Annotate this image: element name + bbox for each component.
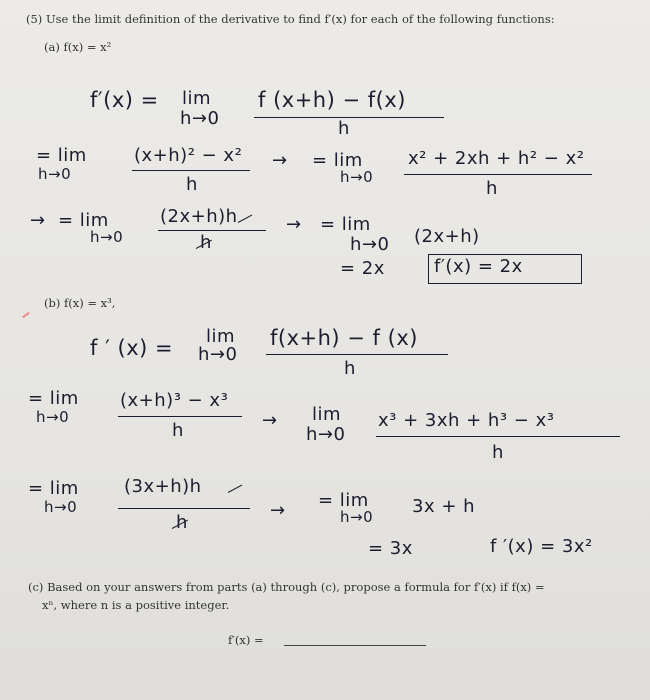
arrow-icon: → <box>30 210 46 231</box>
part-b-line3-fraction-bar <box>118 508 250 509</box>
part-b-fprime-lhs: f ′ (x) = <box>90 336 174 360</box>
part-b-def-denominator: h <box>344 358 356 379</box>
part-a-lim: lim <box>182 88 212 109</box>
part-a-line3-lim-sub: h→0 <box>90 228 124 246</box>
part-b-line3-denominator: h <box>176 512 188 533</box>
part-a-line2-numerator: (x+h)² − x² <box>134 145 243 166</box>
part-a-line2b-fraction-bar <box>404 174 592 175</box>
part-b-line2-numerator: (x+h)³ − x³ <box>120 390 229 411</box>
part-b-lim-sub: h→0 <box>198 344 238 365</box>
part-b-line2b-fraction-bar <box>376 436 620 437</box>
part-a-label: (a) f(x) = x² <box>44 40 112 54</box>
part-b-label: (b) f(x) = x³, <box>44 296 116 310</box>
part-b-result: = 3x <box>368 538 413 559</box>
part-b-line3b-lim: = lim <box>318 490 369 511</box>
problem-statement: (5) Use the limit definition of the derivative to find f′(x) for each of the following functions: <box>26 12 555 26</box>
arrow-icon: → <box>286 214 302 235</box>
part-b-def-fraction-bar <box>266 354 448 355</box>
part-b-line2-lim-sub: h→0 <box>36 408 70 426</box>
part-a-line2-denominator: h <box>186 174 198 195</box>
part-b-line2b-lim: lim <box>312 404 342 425</box>
part-b-line3-lim-sub: h→0 <box>44 498 78 516</box>
part-a-line2b-lim-sub: h→0 <box>340 168 374 186</box>
part-a-lim-sub: h→0 <box>180 108 220 129</box>
stray-mark <box>22 312 30 318</box>
part-a-line3b-expr: (2x+h) <box>414 226 480 247</box>
part-a-line2-fraction-bar <box>132 170 250 171</box>
part-a-result: = 2x <box>340 258 385 279</box>
part-b-line2-lim: = lim <box>28 388 79 409</box>
part-b-line3-numerator: (3x+h)h <box>124 476 202 497</box>
part-a-line3-denominator: h <box>200 232 212 253</box>
part-a-line2b-lim: = lim <box>312 150 363 171</box>
part-b-lim: lim <box>206 326 236 347</box>
part-c-text-line2: xⁿ, where n is a positive integer. <box>42 598 230 612</box>
arrow-icon: → <box>272 150 288 171</box>
part-b-def-numerator: f(x+h) − f (x) <box>270 326 418 350</box>
part-c-text-line1: (c) Based on your answers from parts (a) through (c), propose a formula for f′(x) if f(x) = <box>28 580 545 594</box>
part-b-answer: f ′(x) = 3x² <box>490 536 593 557</box>
part-b-line3b-expr: 3x + h <box>412 496 476 517</box>
part-a-def-numerator: f (x+h) − f(x) <box>258 88 406 112</box>
part-a-line2-lim: = lim <box>36 145 87 166</box>
cancel-strike <box>228 485 243 493</box>
arrow-icon: → <box>262 410 278 431</box>
part-a-line2-lim-sub: h→0 <box>38 165 72 183</box>
part-b-line2-denominator: h <box>172 420 184 441</box>
part-b-line3b-lim-sub: h→0 <box>340 508 374 526</box>
part-b-line2b-denominator: h <box>492 442 504 463</box>
part-b-line3-lim: = lim <box>28 478 79 499</box>
part-a-line2b-denominator: h <box>486 178 498 199</box>
cancel-strike <box>238 215 253 223</box>
part-a-line3-lim: = lim <box>58 210 109 231</box>
part-a-line3-numerator: (2x+h)h <box>160 206 238 227</box>
part-b-line2b-numerator: x³ + 3xh + h³ − x³ <box>378 410 555 431</box>
part-a-fprime-lhs: f′(x) = <box>90 88 159 112</box>
part-a-def-denominator: h <box>338 118 350 139</box>
arrow-icon: → <box>270 500 286 521</box>
part-a-line3b-lim: = lim <box>320 214 371 235</box>
part-a-line3b-lim-sub: h→0 <box>350 234 390 255</box>
part-c-answer-label: f′(x) = <box>228 633 264 647</box>
part-a-line2b-numerator: x² + 2xh + h² − x² <box>408 148 585 169</box>
part-c-answer-blank[interactable] <box>284 645 426 646</box>
part-b-line2-fraction-bar <box>118 416 242 417</box>
part-b-line2b-lim-sub: h→0 <box>306 424 346 445</box>
part-a-answer: f′(x) = 2x <box>434 256 523 277</box>
part-a-line3-fraction-bar <box>158 230 266 231</box>
